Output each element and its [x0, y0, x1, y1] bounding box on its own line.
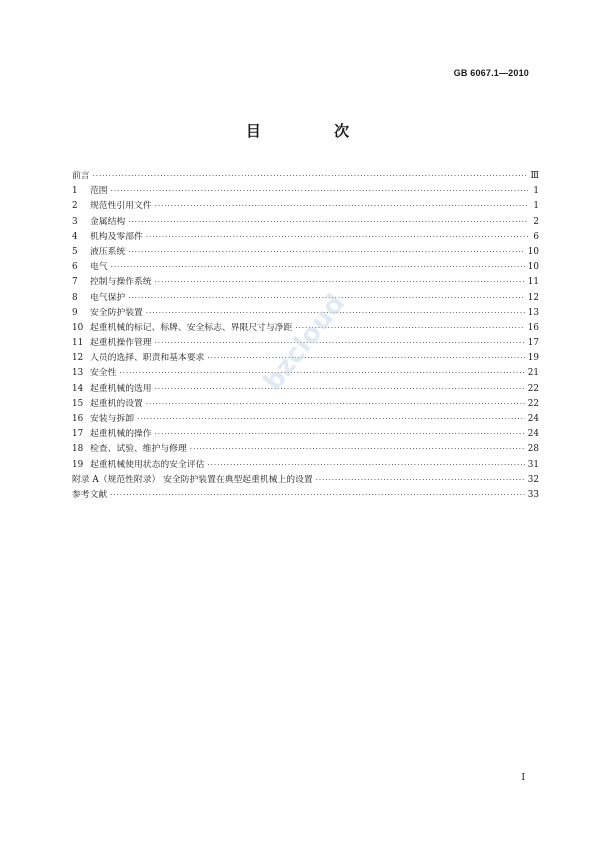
- toc-entry[interactable]: [72, 169, 539, 184]
- toc-entry[interactable]: [72, 291, 539, 306]
- toc-dot-leader: [128, 291, 525, 306]
- toc-entry-label: 起重机械使用状态的安全评估: [90, 459, 205, 470]
- toc-entry-number: 16: [72, 414, 84, 424]
- toc-entry-number: 15: [72, 398, 84, 409]
- toc-entry-number: 18: [72, 444, 84, 455]
- toc-entry-page: 2: [533, 216, 539, 227]
- page-number: I: [521, 773, 525, 783]
- toc-entry[interactable]: [72, 366, 539, 381]
- toc-entry[interactable]: [72, 382, 539, 397]
- toc-dot-leader: [146, 306, 525, 321]
- toc-entry-label: 范围: [90, 186, 108, 197]
- toc-entry-label: 起重机械的操作: [90, 429, 152, 440]
- toc-entry-label: 控制与操作系统: [90, 277, 152, 288]
- toc-dot-leader: [111, 260, 525, 275]
- toc-entry-label: 电气: [90, 262, 108, 273]
- toc-entry-page: 22: [527, 383, 539, 394]
- toc-dot-leader: [207, 351, 524, 366]
- toc-entry-number: 11: [72, 338, 84, 349]
- toc-entry[interactable]: [72, 412, 539, 427]
- toc-dot-leader: [146, 397, 525, 412]
- toc-entry-label: 参考文献: [72, 489, 108, 500]
- toc-dot-leader: [155, 427, 525, 442]
- toc-entry-number: 2: [72, 201, 78, 212]
- toc-dot-leader: [128, 245, 525, 260]
- toc-entry[interactable]: [72, 442, 539, 457]
- toc-entry-page: 33: [527, 489, 539, 500]
- toc-entry-label: 安装与拆卸: [90, 414, 134, 424]
- toc-entry-page: 19: [527, 353, 539, 364]
- toc-entry[interactable]: [72, 397, 539, 412]
- document-code: GB 6067.1—2010: [453, 68, 529, 78]
- toc-dot-leader: [137, 412, 525, 427]
- toc-entry-number: 5: [72, 246, 78, 257]
- toc-entry-page: 11: [527, 277, 539, 288]
- toc-entry-label: 规范性引用文件: [90, 201, 152, 212]
- toc-entry-page: 1: [533, 186, 539, 197]
- toc-dot-leader: [155, 275, 525, 290]
- toc-entry-page: 22: [527, 398, 539, 409]
- toc-entry-number: 17: [72, 429, 84, 440]
- toc-entry-number: 8: [72, 292, 78, 303]
- toc-entry[interactable]: [72, 199, 539, 214]
- toc-entry-page: 28: [527, 444, 539, 455]
- toc-entry-number: 4: [72, 231, 78, 242]
- toc-entry-label: 金属结构: [90, 216, 126, 227]
- toc-dot-leader: [155, 199, 528, 214]
- toc-entry-number: 14: [72, 383, 84, 394]
- toc-entry[interactable]: [72, 321, 539, 336]
- toc-entry-label: 附录 A（规范性附录） 安全防护装置在典型起重机械上的设置: [72, 474, 313, 485]
- toc-entry-page: 10: [527, 262, 539, 273]
- toc-entry-label: 起重机操作管理: [90, 338, 152, 349]
- toc-dot-leader: [155, 336, 525, 351]
- toc-entry[interactable]: [72, 215, 539, 230]
- table-of-contents: [72, 169, 539, 503]
- toc-entry-page: 21: [527, 368, 539, 379]
- toc-entry-page: 31: [527, 459, 539, 470]
- toc-dot-leader: [110, 488, 525, 503]
- toc-dot-leader: [207, 458, 524, 473]
- toc-entry-number: 6: [72, 262, 78, 273]
- watermark: bzcloud: [258, 288, 352, 397]
- toc-dot-leader: [111, 184, 528, 199]
- toc-dot-leader: [146, 230, 528, 245]
- toc-entry-number: 12: [72, 353, 84, 364]
- toc-entry-label: 电气保护: [90, 292, 126, 303]
- toc-dot-leader: [155, 382, 525, 397]
- toc-entry-page: 32: [527, 474, 539, 485]
- toc-entry-label: 液压系统: [90, 246, 126, 257]
- toc-entry[interactable]: [72, 306, 539, 321]
- toc-entry-page: 1: [533, 201, 539, 212]
- toc-entry-number: 7: [72, 277, 78, 288]
- toc-entry-page: Ⅲ: [530, 171, 539, 181]
- toc-entry[interactable]: [72, 260, 539, 275]
- toc-entry[interactable]: [72, 351, 539, 366]
- toc-entry[interactable]: [72, 245, 539, 260]
- toc-entry-number: 13: [72, 368, 84, 379]
- toc-entry-number: 1: [72, 186, 78, 197]
- toc-entry[interactable]: [72, 275, 539, 290]
- toc-entry[interactable]: [72, 458, 539, 473]
- toc-entry-page: 12: [527, 292, 539, 303]
- toc-entry[interactable]: [72, 184, 539, 199]
- toc-entry-number: 19: [72, 459, 84, 470]
- toc-entry-label: 起重机械的标记、标牌、安全标志、界限尺寸与净距: [90, 322, 293, 333]
- toc-entry-label: 安全性: [90, 368, 117, 379]
- page-title: 目 次: [245, 122, 384, 140]
- toc-entry-number: 3: [72, 216, 78, 227]
- toc-dot-leader: [93, 169, 528, 184]
- toc-entry-label: 起重机的设置: [90, 398, 143, 409]
- toc-entry-label: 起重机械的选用: [90, 383, 152, 394]
- toc-dot-leader: [190, 442, 525, 457]
- toc-entry-page: 10: [527, 246, 539, 257]
- toc-entry-page: 13: [527, 307, 539, 318]
- toc-entry[interactable]: [72, 488, 539, 503]
- toc-entry-label: 机构及零部件: [90, 231, 143, 242]
- toc-dot-leader: [128, 215, 528, 230]
- toc-dot-leader: [119, 366, 524, 381]
- toc-entry-page: 6: [533, 231, 539, 242]
- toc-dot-leader: [316, 473, 525, 488]
- toc-entry-page: 24: [527, 429, 539, 440]
- toc-entry-number: 10: [72, 322, 84, 333]
- toc-entry-label: 前言: [72, 171, 90, 181]
- toc-entry-label: 检查、试验、维护与修理: [90, 444, 187, 455]
- toc-entry-page: 17: [527, 338, 539, 349]
- toc-entry[interactable]: [72, 473, 539, 488]
- toc-entry-page: 16: [527, 322, 539, 333]
- toc-dot-leader: [295, 321, 524, 336]
- toc-entry[interactable]: [72, 336, 539, 351]
- toc-entry[interactable]: [72, 427, 539, 442]
- toc-entry-label: 安全防护装置: [90, 307, 143, 318]
- toc-entry[interactable]: [72, 230, 539, 245]
- toc-entry-number: 9: [72, 307, 78, 318]
- toc-entry-page: 24: [527, 414, 539, 424]
- toc-entry-label: 人员的选择、职责和基本要求: [90, 353, 205, 364]
